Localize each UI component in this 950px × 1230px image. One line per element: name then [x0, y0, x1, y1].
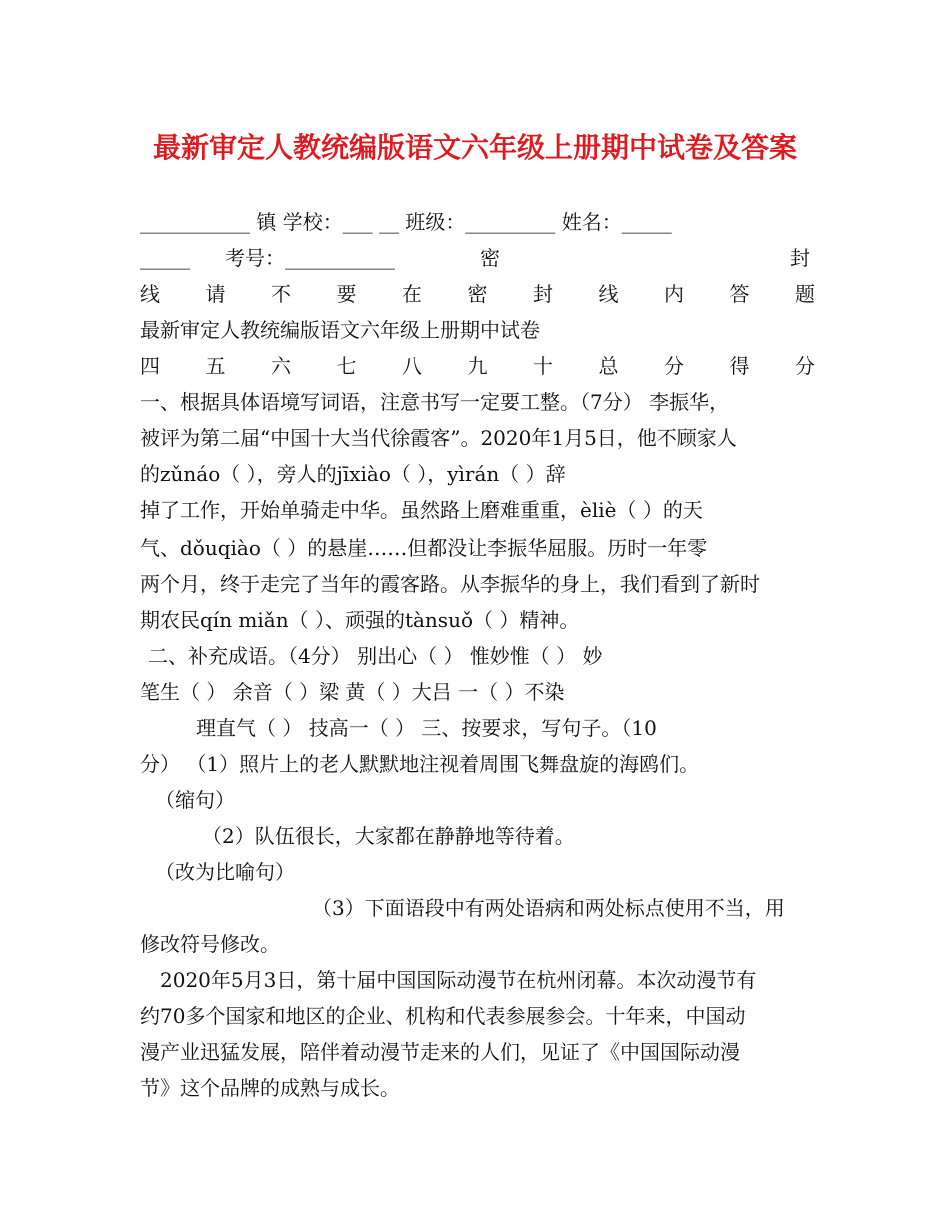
q3-line: 节》这个品牌的成熟与成长。 [140, 1076, 400, 1100]
seal-char: 在 [402, 282, 422, 306]
header-line-5 [140, 348, 815, 384]
score-cell: 九 [467, 354, 488, 378]
exam-subtitle: 最新审定人教统编版语文六年级上册期中试卷 [140, 318, 540, 342]
seal-char: 不 [271, 282, 291, 306]
score-cell: 总 [598, 354, 619, 378]
q3-line: 2020年5月3日，第十届中国国际动漫节在杭州闭幕。本次动漫节有 [160, 968, 757, 992]
q1-line: 气、dǒuqiào（ ）的悬崖……但都没让李振华屈服。历时一年零 [140, 536, 708, 560]
q3-line: （缩句） [155, 788, 235, 812]
header-line-2 [140, 240, 815, 276]
seal-word-mi: 密 [480, 246, 500, 270]
header-line-4 [140, 312, 815, 348]
score-cell: 七 [336, 354, 357, 378]
q1-line: 掉了工作，开始单骑走中华。虽然路上磨难重重，èliè（ ）的天 [140, 498, 703, 522]
seal-char: 请 [205, 282, 226, 306]
q3-line: （3）下面语段中有两处语病和两处标点使用不当，用 [312, 896, 785, 920]
score-cell: 六 [271, 354, 291, 378]
seal-char: 要 [336, 282, 357, 306]
seal-char: 线 [140, 282, 160, 306]
seal-char: 线 [598, 282, 619, 306]
q1-line: 期农民qín miǎn（ ）、顽强的tànsuǒ（ ）精神。 [140, 608, 580, 632]
seal-char: 封 [533, 282, 553, 306]
q3-line: 约70多个国家和地区的企业、机构和代表参展参会。十年来，中国动 [140, 1004, 746, 1028]
score-cell: 五 [205, 354, 226, 378]
seal-char: 密 [467, 282, 488, 306]
header-blank: _____ [140, 246, 190, 270]
score-cell: 分 [795, 354, 815, 378]
q1-line: 被评为第二届“中国十大当代徐霞客”。2020年1月5日，他不顾家人 [140, 426, 737, 450]
seal-char: 答 [729, 282, 750, 306]
q1-line: 两个月，终于走完了当年的霞客路。从李振华的身上，我们看到了新时 [140, 572, 760, 596]
q3-line: （2）队伍很长，大家都在静静地等待着。 [202, 824, 575, 848]
exam-number-label: 考号：___________ [225, 246, 395, 270]
header-line-3 [140, 276, 815, 312]
q3-line: 漫产业迅猛发展，陪伴着动漫节走来的人们，见证了《中国国际动漫 [140, 1040, 740, 1064]
header-line-1: ___________ 镇 学校：___ __ 班级：_________ 姓名：_____ [140, 210, 672, 234]
seal-word-feng: 封 [790, 246, 810, 270]
q2-line: 分） （1）照片上的老人默默地注视着周围飞舞盘旋的海鸥们。 [140, 752, 700, 776]
q3-line: 修改符号修改。 [140, 932, 280, 956]
score-cell: 得 [729, 354, 750, 378]
q3-line: （改为比喻句） [155, 860, 295, 884]
q1-line: 一、根据具体语境写词语，注意书写一定要工整。（7分） 李振华， [140, 390, 730, 414]
document-title: 最新审定人教统编版语文六年级上册期中试卷及答案 [152, 131, 797, 164]
score-cell: 十 [533, 354, 553, 378]
score-cell: 八 [402, 354, 422, 378]
q2-line: 二、补充成语。（4分） 别出心（ ） 惟妙惟（ ） 妙 [148, 644, 603, 668]
score-cell: 四 [140, 354, 160, 378]
score-cell: 分 [664, 354, 684, 378]
seal-char: 题 [795, 282, 815, 306]
q2-line: 笔生（ ） 余音（ ）梁 黄（ ）大吕 一（ ）不染 [140, 680, 565, 704]
q1-line: 的zǔnáo（ ），旁人的jīxiào（ ），yìrán（ ）辞 [140, 462, 566, 486]
seal-char: 内 [664, 282, 684, 306]
q2-line: 理直气（ ） 技高一（ ） 三、按要求，写句子。（10 [196, 716, 657, 740]
